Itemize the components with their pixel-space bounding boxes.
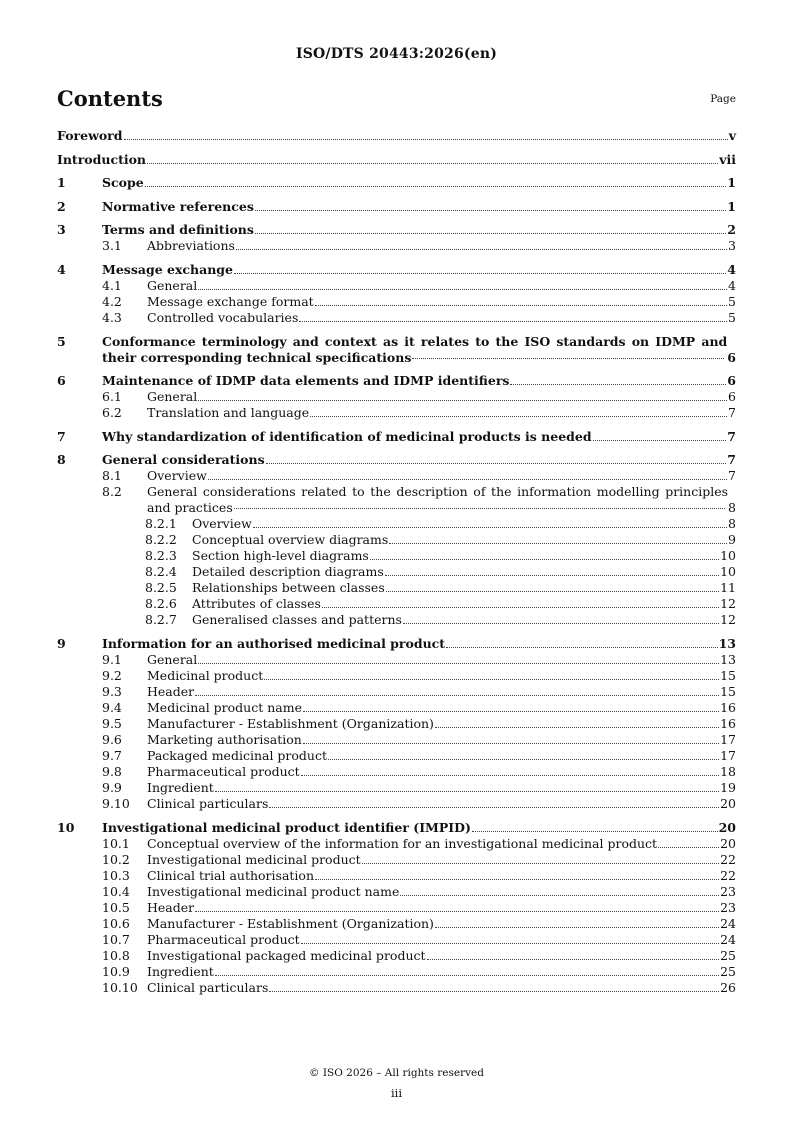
dot-leader <box>253 527 727 528</box>
toc-entry-title: Relationships between classes <box>192 580 385 596</box>
contents-title: Contents <box>57 86 163 111</box>
dot-leader <box>303 743 719 744</box>
dot-leader <box>658 847 719 848</box>
toc-entry-page: 12 <box>720 596 736 612</box>
toc-entry[interactable] <box>57 700 736 716</box>
toc-entry-number: 8.2.5 <box>145 580 177 596</box>
document-id: ISO/DTS 20443:2026(en) <box>295 46 498 62</box>
toc-entry-number: 7 <box>57 428 66 444</box>
dot-leader <box>370 559 719 560</box>
toc-entry[interactable] <box>57 868 736 884</box>
dot-leader <box>593 440 727 441</box>
dot-leader <box>195 911 719 912</box>
toc-entry[interactable] <box>57 820 736 836</box>
toc-entry[interactable] <box>57 175 736 191</box>
toc-entry[interactable] <box>57 948 736 964</box>
toc-entry-number: 8.2.4 <box>145 564 177 580</box>
toc-entry[interactable] <box>57 452 736 468</box>
toc-entry[interactable] <box>57 389 736 405</box>
toc-entry-title: Abbreviations <box>147 238 235 254</box>
dot-leader <box>299 321 727 322</box>
toc-entry-page: 20 <box>718 819 736 835</box>
toc-entry-title: General <box>147 277 198 293</box>
toc-entry-number: 9.6 <box>102 731 122 747</box>
page-column-label: Page <box>710 93 736 105</box>
toc-entry-number: 8.2.3 <box>145 548 177 564</box>
toc-entry-number: 4.3 <box>102 309 122 325</box>
dot-leader <box>198 663 719 664</box>
dot-leader <box>435 727 719 728</box>
toc-entry-number: 10.2 <box>102 851 130 867</box>
toc-entry-page: 13 <box>718 635 736 651</box>
dot-leader <box>362 863 719 864</box>
toc-entry[interactable] <box>57 852 736 868</box>
toc-entry-title: Normative references <box>102 198 254 214</box>
toc-entry[interactable] <box>57 516 736 532</box>
toc-entry-page: 7 <box>728 405 736 421</box>
toc-entry-number: 9.3 <box>102 683 122 699</box>
toc-entry[interactable] <box>57 668 736 684</box>
toc-entry-title: General <box>147 651 198 667</box>
toc-entry-number: 6.1 <box>102 389 122 405</box>
dot-leader <box>403 623 719 624</box>
toc-entry-page: 6 <box>727 373 736 389</box>
toc-entry-number: 8.2.6 <box>145 596 177 612</box>
dot-leader <box>412 358 724 359</box>
dot-leader <box>303 711 719 712</box>
toc-entry-page: 6 <box>728 389 736 405</box>
toc-entry[interactable] <box>57 128 736 144</box>
toc-entry-title: Header <box>147 683 195 699</box>
toc-entry-title: Medicinal product name <box>147 699 302 715</box>
toc-entry[interactable] <box>57 222 736 238</box>
toc-entry-number: 9.7 <box>102 747 122 763</box>
toc-entry-title: Information for an authorised medicinal product <box>102 635 446 651</box>
toc-entry[interactable] <box>57 916 736 932</box>
toc-entry-page: 9 <box>728 532 736 548</box>
toc-entry-page: 22 <box>720 867 736 883</box>
dot-leader <box>195 695 719 696</box>
toc-entry-title: Header <box>147 899 195 915</box>
toc-entry-title: Generalised classes and patterns <box>192 612 402 628</box>
toc-entry-number: 10.9 <box>102 963 130 979</box>
toc-entry-page: 5 <box>728 293 736 309</box>
toc-entry-page: 4 <box>727 261 736 277</box>
toc-entry-title: Scope <box>102 175 144 191</box>
toc-entry[interactable] <box>57 764 736 780</box>
toc-entry[interactable] <box>57 964 736 980</box>
dot-leader <box>234 273 726 274</box>
toc-entry-title: Investigational medicinal product name <box>147 883 400 899</box>
toc-entry-title: Translation and language <box>147 405 310 421</box>
toc-entry-title: Packaged medicinal product <box>147 747 328 763</box>
dot-leader <box>322 607 719 608</box>
toc-entry[interactable] <box>57 310 736 326</box>
toc-entry-number: 10.3 <box>102 867 130 883</box>
toc-entry-title: Terms and definitions <box>102 222 254 238</box>
dot-leader <box>215 975 719 976</box>
toc-entry-page: 1 <box>727 175 736 191</box>
toc-entry-title: Ingredient <box>147 779 214 795</box>
toc-entry[interactable] <box>57 684 736 700</box>
toc-entry-page: 7 <box>727 428 736 444</box>
toc-entry-page: 20 <box>720 795 736 811</box>
toc-entry-number: 9 <box>57 635 66 651</box>
toc-entry-page: 20 <box>720 835 736 851</box>
toc-entry-page: 8 <box>728 500 736 516</box>
dot-leader <box>255 233 726 234</box>
toc-entry[interactable] <box>57 238 736 254</box>
toc-entry-page: 18 <box>720 763 736 779</box>
toc-entry-page: 13 <box>720 651 736 667</box>
dot-leader <box>145 186 727 187</box>
toc-entry-title: Investigational medicinal product <box>147 851 361 867</box>
toc-entry[interactable] <box>57 429 736 445</box>
dot-leader <box>208 479 727 480</box>
toc-entry-title: Why standardization of identification of medicinal products is needed <box>102 428 592 444</box>
toc-entry-title: Introduction <box>57 151 147 167</box>
toc-entry-title: Conceptual overview of the information for an investigational medicinal product <box>147 835 658 851</box>
toc-entry-page: 5 <box>728 309 736 325</box>
dot-leader <box>435 927 719 928</box>
dot-leader <box>301 943 719 944</box>
toc-entry-title: Manufacturer - Establishment (Organization) <box>147 915 434 931</box>
table-of-contents <box>57 128 736 996</box>
toc-entry[interactable] <box>57 152 736 168</box>
toc-entry-title: Detailed description diagrams <box>192 564 384 580</box>
toc-entry-number: 1 <box>57 175 66 191</box>
toc-entry-title: Message exchange <box>102 261 233 277</box>
dot-leader <box>472 831 718 832</box>
toc-entry-title: Pharmaceutical product <box>147 763 300 779</box>
dot-leader <box>389 543 727 544</box>
toc-entry-number: 10.1 <box>102 835 130 851</box>
dot-leader <box>315 305 727 306</box>
dot-leader <box>385 575 719 576</box>
toc-entry[interactable] <box>57 748 736 764</box>
dot-leader <box>315 879 719 880</box>
dot-leader <box>310 416 727 417</box>
dot-leader <box>215 791 719 792</box>
toc-entry-number: 5 <box>57 333 66 349</box>
toc-entry-title: Ingredient <box>147 963 214 979</box>
toc-entry-number: 9.4 <box>102 699 122 715</box>
toc-entry-title: Clinical trial authorisation <box>147 867 314 883</box>
toc-entry-title: Section high-level diagrams <box>192 548 369 564</box>
toc-entry-page: 10 <box>720 564 736 580</box>
toc-entry-number: 2 <box>57 198 66 214</box>
toc-entry-page: 23 <box>720 883 736 899</box>
toc-entry-number: 4.1 <box>102 277 122 293</box>
toc-entry-page: 23 <box>720 899 736 915</box>
toc-entry[interactable] <box>57 532 736 548</box>
toc-entry-title: Manufacturer - Establishment (Organization) <box>147 715 434 731</box>
toc-entry-title: Medicinal product <box>147 667 264 683</box>
toc-entry[interactable] <box>57 548 736 564</box>
toc-entry[interactable] <box>57 884 736 900</box>
toc-entry-page: 12 <box>720 612 736 628</box>
dot-leader <box>236 249 727 250</box>
toc-entry-number: 10.4 <box>102 883 130 899</box>
toc-entry-number: 8.2 <box>102 484 122 500</box>
dot-leader <box>234 508 725 509</box>
toc-entry-title: Investigational packaged medicinal product <box>147 947 426 963</box>
toc-entry-number: 10.6 <box>102 915 130 931</box>
dot-leader <box>198 289 727 290</box>
toc-entry-page: v <box>728 128 736 143</box>
toc-entry[interactable] <box>57 373 736 389</box>
toc-entry-title: Overview <box>192 516 252 532</box>
toc-entry-title: Clinical particulars <box>147 795 269 811</box>
toc-entry-number: 10.7 <box>102 931 130 947</box>
toc-entry-title: Conceptual overview diagrams <box>192 532 389 548</box>
dot-leader <box>328 759 719 760</box>
toc-entry-number: 8 <box>57 452 66 468</box>
toc-entry-title: Pharmaceutical product <box>147 931 300 947</box>
toc-entry-number: 6 <box>57 373 66 389</box>
toc-entry[interactable] <box>57 796 736 812</box>
dot-leader <box>269 991 719 992</box>
dot-leader <box>269 807 719 808</box>
toc-entry-page: 2 <box>727 222 736 238</box>
dot-leader <box>446 647 718 648</box>
toc-entry-page: 1 <box>727 198 736 214</box>
toc-entry-title: Controlled vocabularies <box>147 309 299 325</box>
dot-leader <box>400 895 719 896</box>
toc-entry-title: Clinical particulars <box>147 979 269 995</box>
dot-leader <box>386 591 719 592</box>
toc-entry-number: 8.2.2 <box>145 532 177 548</box>
toc-entry-title: Investigational medicinal product identifier (IMPID) <box>102 819 471 835</box>
dot-leader <box>510 384 726 385</box>
toc-entry[interactable] <box>57 716 736 732</box>
toc-entry[interactable] <box>57 780 736 796</box>
toc-entry[interactable] <box>57 932 736 948</box>
toc-entry-number: 6.2 <box>102 405 122 421</box>
toc-entry-title: General <box>147 389 198 405</box>
toc-entry[interactable] <box>57 612 736 628</box>
toc-entry-number: 10.5 <box>102 899 130 915</box>
copyright-footer: © ISO 2026 – All rights reserved <box>309 1067 484 1079</box>
dot-leader <box>255 210 726 211</box>
toc-entry-number: 8.1 <box>102 468 122 484</box>
toc-entry-number: 3.1 <box>102 238 122 254</box>
dot-leader <box>124 139 728 140</box>
toc-entry-number: 8.2.1 <box>145 516 177 532</box>
toc-entry[interactable] <box>57 836 736 852</box>
toc-entry-title: General considerations <box>102 452 265 468</box>
toc-entry-title: Attributes of classes <box>192 596 321 612</box>
dot-leader <box>198 400 727 401</box>
toc-entry-number: 9.2 <box>102 667 122 683</box>
toc-entry-number: 10.10 <box>102 979 138 995</box>
toc-entry-number: 10.8 <box>102 947 130 963</box>
toc-entry[interactable] <box>57 278 736 294</box>
toc-entry-page: 22 <box>720 851 736 867</box>
toc-entry-page: 7 <box>727 452 736 468</box>
toc-entry-title: Marketing authorisation <box>147 731 302 747</box>
toc-entry-page: 6 <box>727 349 736 365</box>
toc-entry-page: vii <box>719 151 736 167</box>
toc-entry[interactable] <box>57 980 736 996</box>
toc-entry-page: 26 <box>720 979 736 995</box>
toc-entry-page: 17 <box>720 747 736 763</box>
toc-entry-title: Overview <box>147 468 207 484</box>
toc-entry-title: Maintenance of IDMP data elements and IDMP identifiers <box>102 373 510 389</box>
toc-entry-page: 17 <box>720 731 736 747</box>
toc-entry[interactable] <box>57 580 736 596</box>
toc-entry-number: 10 <box>57 819 75 835</box>
toc-entry-title: General considerations related to the description of the information modelling principles and practices <box>147 484 729 516</box>
toc-entry-title: Message exchange format <box>147 293 314 309</box>
toc-entry[interactable] <box>57 484 736 516</box>
toc-entry-page: 7 <box>728 468 736 484</box>
toc-entry-page: 10 <box>720 548 736 564</box>
dot-leader <box>266 463 727 464</box>
toc-entry-page: 16 <box>720 699 736 715</box>
dot-leader <box>301 775 719 776</box>
dot-leader <box>264 679 719 680</box>
toc-entry-page: 15 <box>720 667 736 683</box>
toc-entry[interactable] <box>57 405 736 421</box>
toc-entry-number: 4 <box>57 261 66 277</box>
toc-entry-page: 24 <box>720 931 736 947</box>
toc-entry[interactable] <box>57 596 736 612</box>
toc-entry-number: 8.2.7 <box>145 612 177 628</box>
toc-entry-page: 4 <box>728 277 736 293</box>
toc-entry[interactable] <box>57 468 736 484</box>
toc-entry-page: 3 <box>728 238 736 254</box>
toc-entry-page: 15 <box>720 683 736 699</box>
toc-entry-page: 24 <box>720 915 736 931</box>
toc-entry-number: 9.5 <box>102 715 122 731</box>
toc-entry[interactable] <box>57 732 736 748</box>
toc-entry-number: 3 <box>57 222 66 238</box>
toc-entry[interactable] <box>57 900 736 916</box>
toc-entry-page: 25 <box>720 963 736 979</box>
toc-entry[interactable] <box>57 636 736 652</box>
toc-entry-number: 9.8 <box>102 763 122 779</box>
toc-entry-page: 16 <box>720 715 736 731</box>
toc-entry[interactable] <box>57 262 736 278</box>
page-number: iii <box>390 1086 403 1100</box>
dot-leader <box>147 163 718 164</box>
toc-entry[interactable] <box>57 564 736 580</box>
dot-leader <box>427 959 720 960</box>
toc-entry-page: 8 <box>728 516 736 532</box>
toc-entry-number: 4.2 <box>102 293 122 309</box>
toc-entry[interactable] <box>57 652 736 668</box>
toc-entry-title: Conformance terminology and context as it relates to the ISO standards on IDMP and their corresponding technical specifications <box>102 333 728 365</box>
toc-entry[interactable] <box>57 199 736 215</box>
toc-entry-number: 9.10 <box>102 795 130 811</box>
toc-entry-title: Foreword <box>57 128 123 143</box>
toc-entry-page: 11 <box>720 580 736 596</box>
toc-entry[interactable] <box>57 334 736 366</box>
toc-entry-number: 9.1 <box>102 651 122 667</box>
toc-entry-number: 9.9 <box>102 779 122 795</box>
toc-entry-page: 25 <box>720 947 736 963</box>
toc-entry-page: 19 <box>720 779 736 795</box>
toc-entry[interactable] <box>57 294 736 310</box>
